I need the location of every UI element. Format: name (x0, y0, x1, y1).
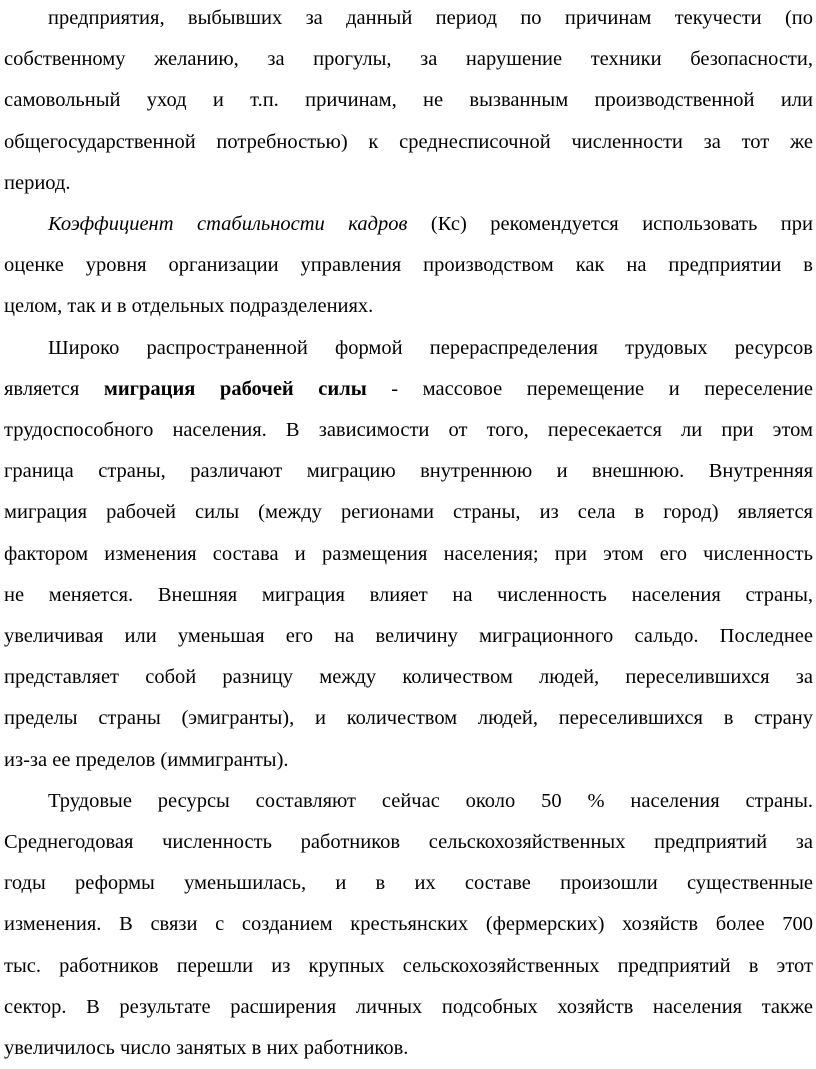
line-text: период. (4, 171, 71, 194)
paragraph (4, 781, 813, 1069)
text-line (4, 163, 813, 204)
line-text: предприятия, выбывших за данный период по причинам текучести (по (48, 7, 813, 29)
line-text: фактором изменения состава и размещения населения; при этом его численность (4, 542, 813, 565)
line-text: - массовое перемещение и переселение (366, 377, 813, 400)
text-line (4, 492, 813, 533)
line-text: миграция рабочей силы (между регионами страны, из села в город) является (4, 501, 813, 524)
text-line (4, 946, 813, 987)
text-line (4, 534, 813, 575)
paragraph (4, 204, 813, 328)
text-line (4, 698, 813, 739)
line-text: из-за ее пределов (иммигранты). (4, 748, 289, 771)
text-line (4, 245, 813, 286)
text-line (4, 39, 813, 80)
line-text: собственному желанию, за прогулы, за нарушение техники безопасности, (4, 48, 813, 71)
text-line (4, 286, 813, 327)
line-text: (Кс) рекомендуется использовать при (407, 213, 813, 236)
line-text: изменения. В связи с созданием крестьянских (фермерских) хозяйств более 700 (4, 913, 813, 936)
text-line (4, 904, 813, 945)
text-line (4, 1028, 813, 1069)
line-text: годы реформы уменьшилась, и в их составе произошли существенные (4, 872, 813, 895)
line-text: Среднегодовая численность работников сельскохозяйственных предприятий за (4, 831, 813, 854)
line-text: целом, так и в отдельных подразделениях. (4, 295, 374, 318)
text-line (4, 575, 813, 616)
line-text: сектор. В результате расширения личных подсобных хозяйств населения также (4, 995, 813, 1018)
text-line (4, 781, 813, 822)
line-text: пределы страны (эмигранты), и количеством людей, переселившихся в страну (4, 707, 813, 730)
text-line (4, 80, 813, 121)
text-line (4, 0, 813, 39)
bold-term: миграция рабочей силы (103, 377, 367, 400)
line-text: граница страны, различают миграцию внутреннюю и внешнюю. Внутренняя (4, 460, 813, 483)
paragraph (4, 0, 813, 204)
text-line (4, 987, 813, 1028)
italic-term: Коэффициент стабильности кадров (48, 213, 408, 236)
text-line (4, 122, 813, 163)
text-line (4, 657, 813, 698)
line-text: оценке уровня организации управления производством как на предприятии в (4, 254, 813, 277)
text-line (4, 822, 813, 863)
line-text: тыс. работников перешли из крупных сельскохозяйственных предприятий в этот (4, 954, 813, 977)
text-line (4, 616, 813, 657)
document-body (4, 0, 813, 1069)
text-line (4, 369, 813, 410)
text-line (4, 328, 813, 369)
text-line (4, 863, 813, 904)
line-text: увеличивая или уменьшая его на величину миграционного сальдо. Последнее (4, 625, 813, 648)
line-text: общегосударственной потребностью) к среднесписочной численности за тот же (4, 130, 813, 153)
line-text: не меняется. Внешняя миграция влияет на численность населения страны, (4, 583, 813, 606)
text-line (4, 451, 813, 492)
line-text: Трудовые ресурсы составляют сейчас около 50 % населения страны. (48, 789, 813, 812)
text-line (4, 204, 813, 245)
line-text: трудоспособного населения. В зависимости от того, пересекается ли при этом (4, 419, 813, 442)
line-prefix: является (4, 377, 104, 400)
paragraph (4, 328, 813, 781)
text-line (4, 740, 813, 781)
line-text: самовольный уход и т.п. причинам, не вызванным производственной или (4, 89, 813, 112)
line-text: увеличилось число занятых в них работников. (4, 1037, 409, 1060)
line-text: Широко распространенной формой перераспределения трудовых ресурсов (48, 336, 813, 359)
text-line (4, 410, 813, 451)
line-text: представляет собой разницу между количеством людей, переселившихся за (4, 666, 813, 689)
